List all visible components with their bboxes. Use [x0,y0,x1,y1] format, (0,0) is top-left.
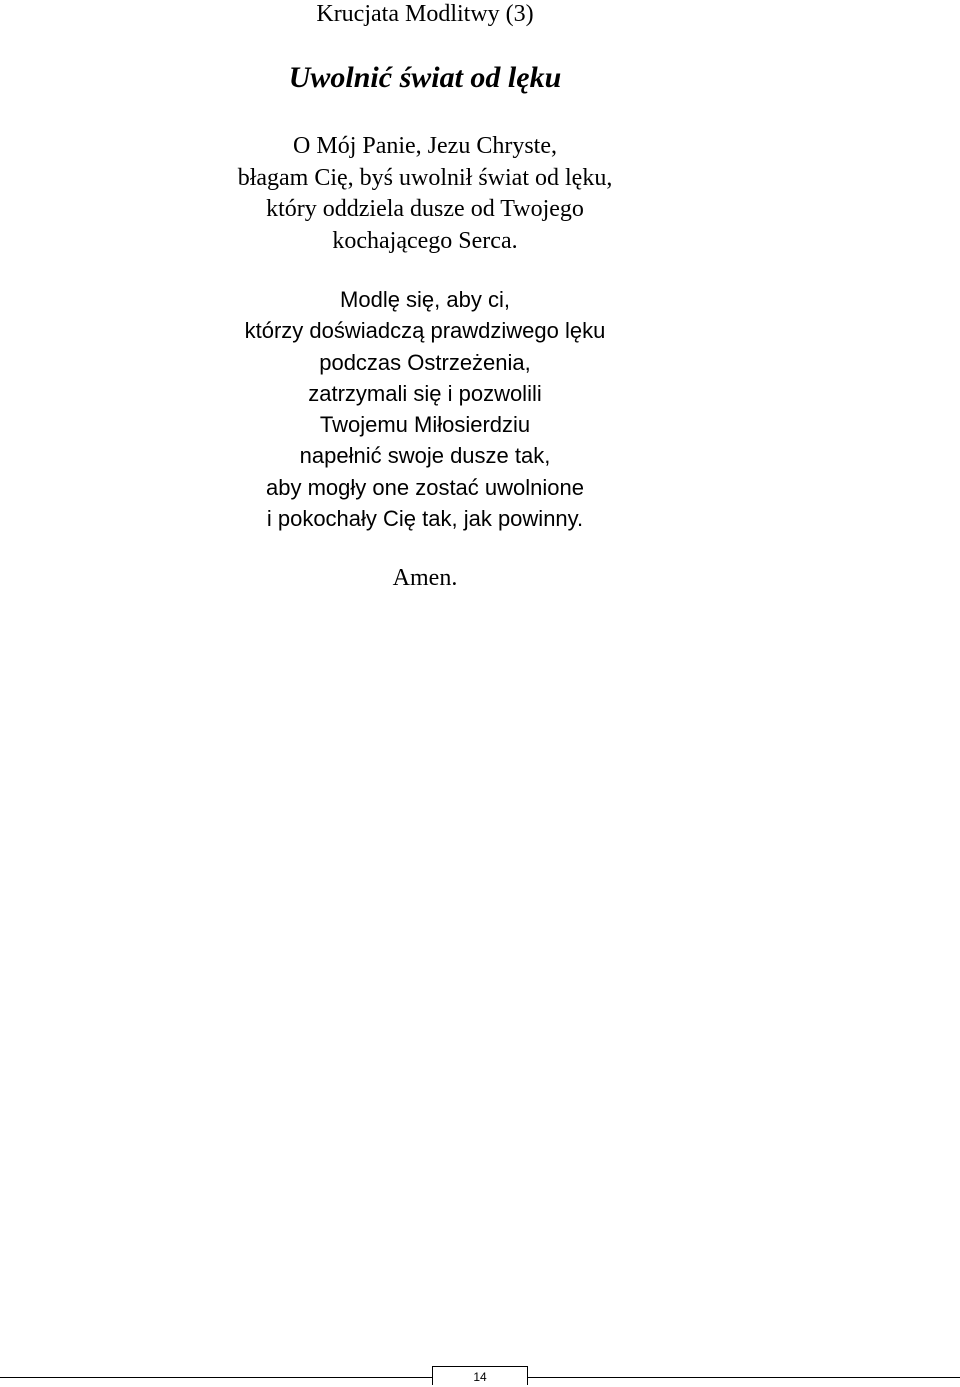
stanza-2-line: napełnić swoje dusze tak, [299,443,551,469]
stanza-2-line: Twojemu Miłosierdziu [319,412,531,438]
prayer-stanza-1 [0,131,850,257]
prayer-stanza-2 [0,284,850,534]
stanza-1-line: błagam Cię, byś uwolnił świat od lęku, [237,164,613,191]
stanza-1-line: O Mój Panie, Jezu Chryste, [293,133,557,159]
footer-rule-right [528,1377,960,1378]
stanza-2-line: aby mogły one zostać uwolnione [266,474,584,500]
stanza-2-line: Modlę się, aby ci, [340,287,510,312]
page-number: 14 [432,1366,528,1385]
prayer-title: Uwolnić świat od lęku [288,61,562,94]
page-footer [0,1366,960,1385]
prayer-closing: Amen. [392,565,458,591]
footer-rule-left [0,1377,432,1378]
stanza-2-line: i pokochały Cię tak, jak powinny. [266,506,584,532]
stanza-1-line: kochającego Serca. [332,227,518,254]
stanza-1-line: który oddziela dusze od Twojego [266,196,584,222]
prayer-header: Krucjata Modlitwy (3) [316,1,534,27]
stanza-2-line: podczas Ostrzeżenia, [319,349,531,375]
stanza-2-line: którzy doświadczą prawdziwego lęku [244,318,606,344]
stanza-2-line: zatrzymali się i pozwolili [308,380,542,406]
